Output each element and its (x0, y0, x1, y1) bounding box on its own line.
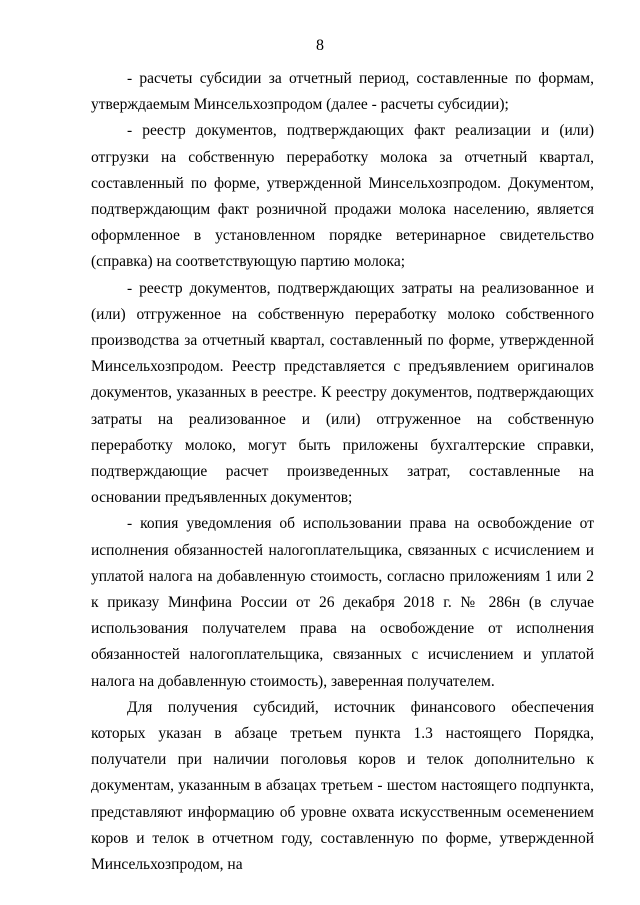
paragraph-milk-sales-registry: - реестр документов, подтверждающих факт реализации и (или) отгрузки на собственную переработку молока за отчетный квартал, составленный по форме, утвержденной Минсельхозпродом. Документом, подтверждающим факт розничной продажи молока населению, является оформленное в установленном порядке ветеринарное свидетельство (справка) на соответствующую партию молока; (91, 122, 594, 271)
paragraph-vat-exemption-notice: - копия уведомления об использовании права на освобождение от исполнения обязанностей налогоплательщика, связанных с исчислением и уплатой налога на добавленную стоимость, согласно приложениям 1 или 2 к приказу Минфина России от 26 декабря 2018 г. № 286н (в случае использования получателем права на освобождение от исполнения обязанностей налогоплательщика, связанных с исчислением и уплатой налога на добавленную стоимость), заверенная получателем. (91, 515, 594, 690)
page-number: 8 (316, 37, 324, 54)
paragraph-subsidy-calculations: - расчеты субсидии за отчетный период, составленные по формам, утверждаемым Минсельхозпродом (далее - расчеты субсидии); (91, 70, 594, 114)
paragraph-insemination-info: Для получения субсидий, источник финансового обеспечения которых указан в абзаце третьем пункта 1.3 настоящего Порядка, получатели при наличии поголовья коров и телок дополнительно к документам, указанным в абзацах третьем - шестом настоящего подпункта, представляют информацию об уровне охвата искусственным осеменением коров и телок в отчетном году, составленную по форме, утвержденной Минсельхозпродом, на (91, 698, 594, 874)
paragraph-costs-registry: - реестр документов, подтверждающих затраты на реализованное и (или) отгруженное на собственную переработку молоко собственного производства за отчетный квартал, составленный по форме, утвержденной Минсельхозпродом. Реестр представляется с предъявлением оригиналов документов, указанных в реестре. К реестру документов, подтверждающих затраты на реализованное и (или) отгруженное на собственную переработку молоко, могут быть приложены бухгалтерские справки, подтверждающие расчет произведенных затрат, составленные на основании предъявленных документов; (91, 279, 594, 507)
document-body (91, 66, 594, 878)
